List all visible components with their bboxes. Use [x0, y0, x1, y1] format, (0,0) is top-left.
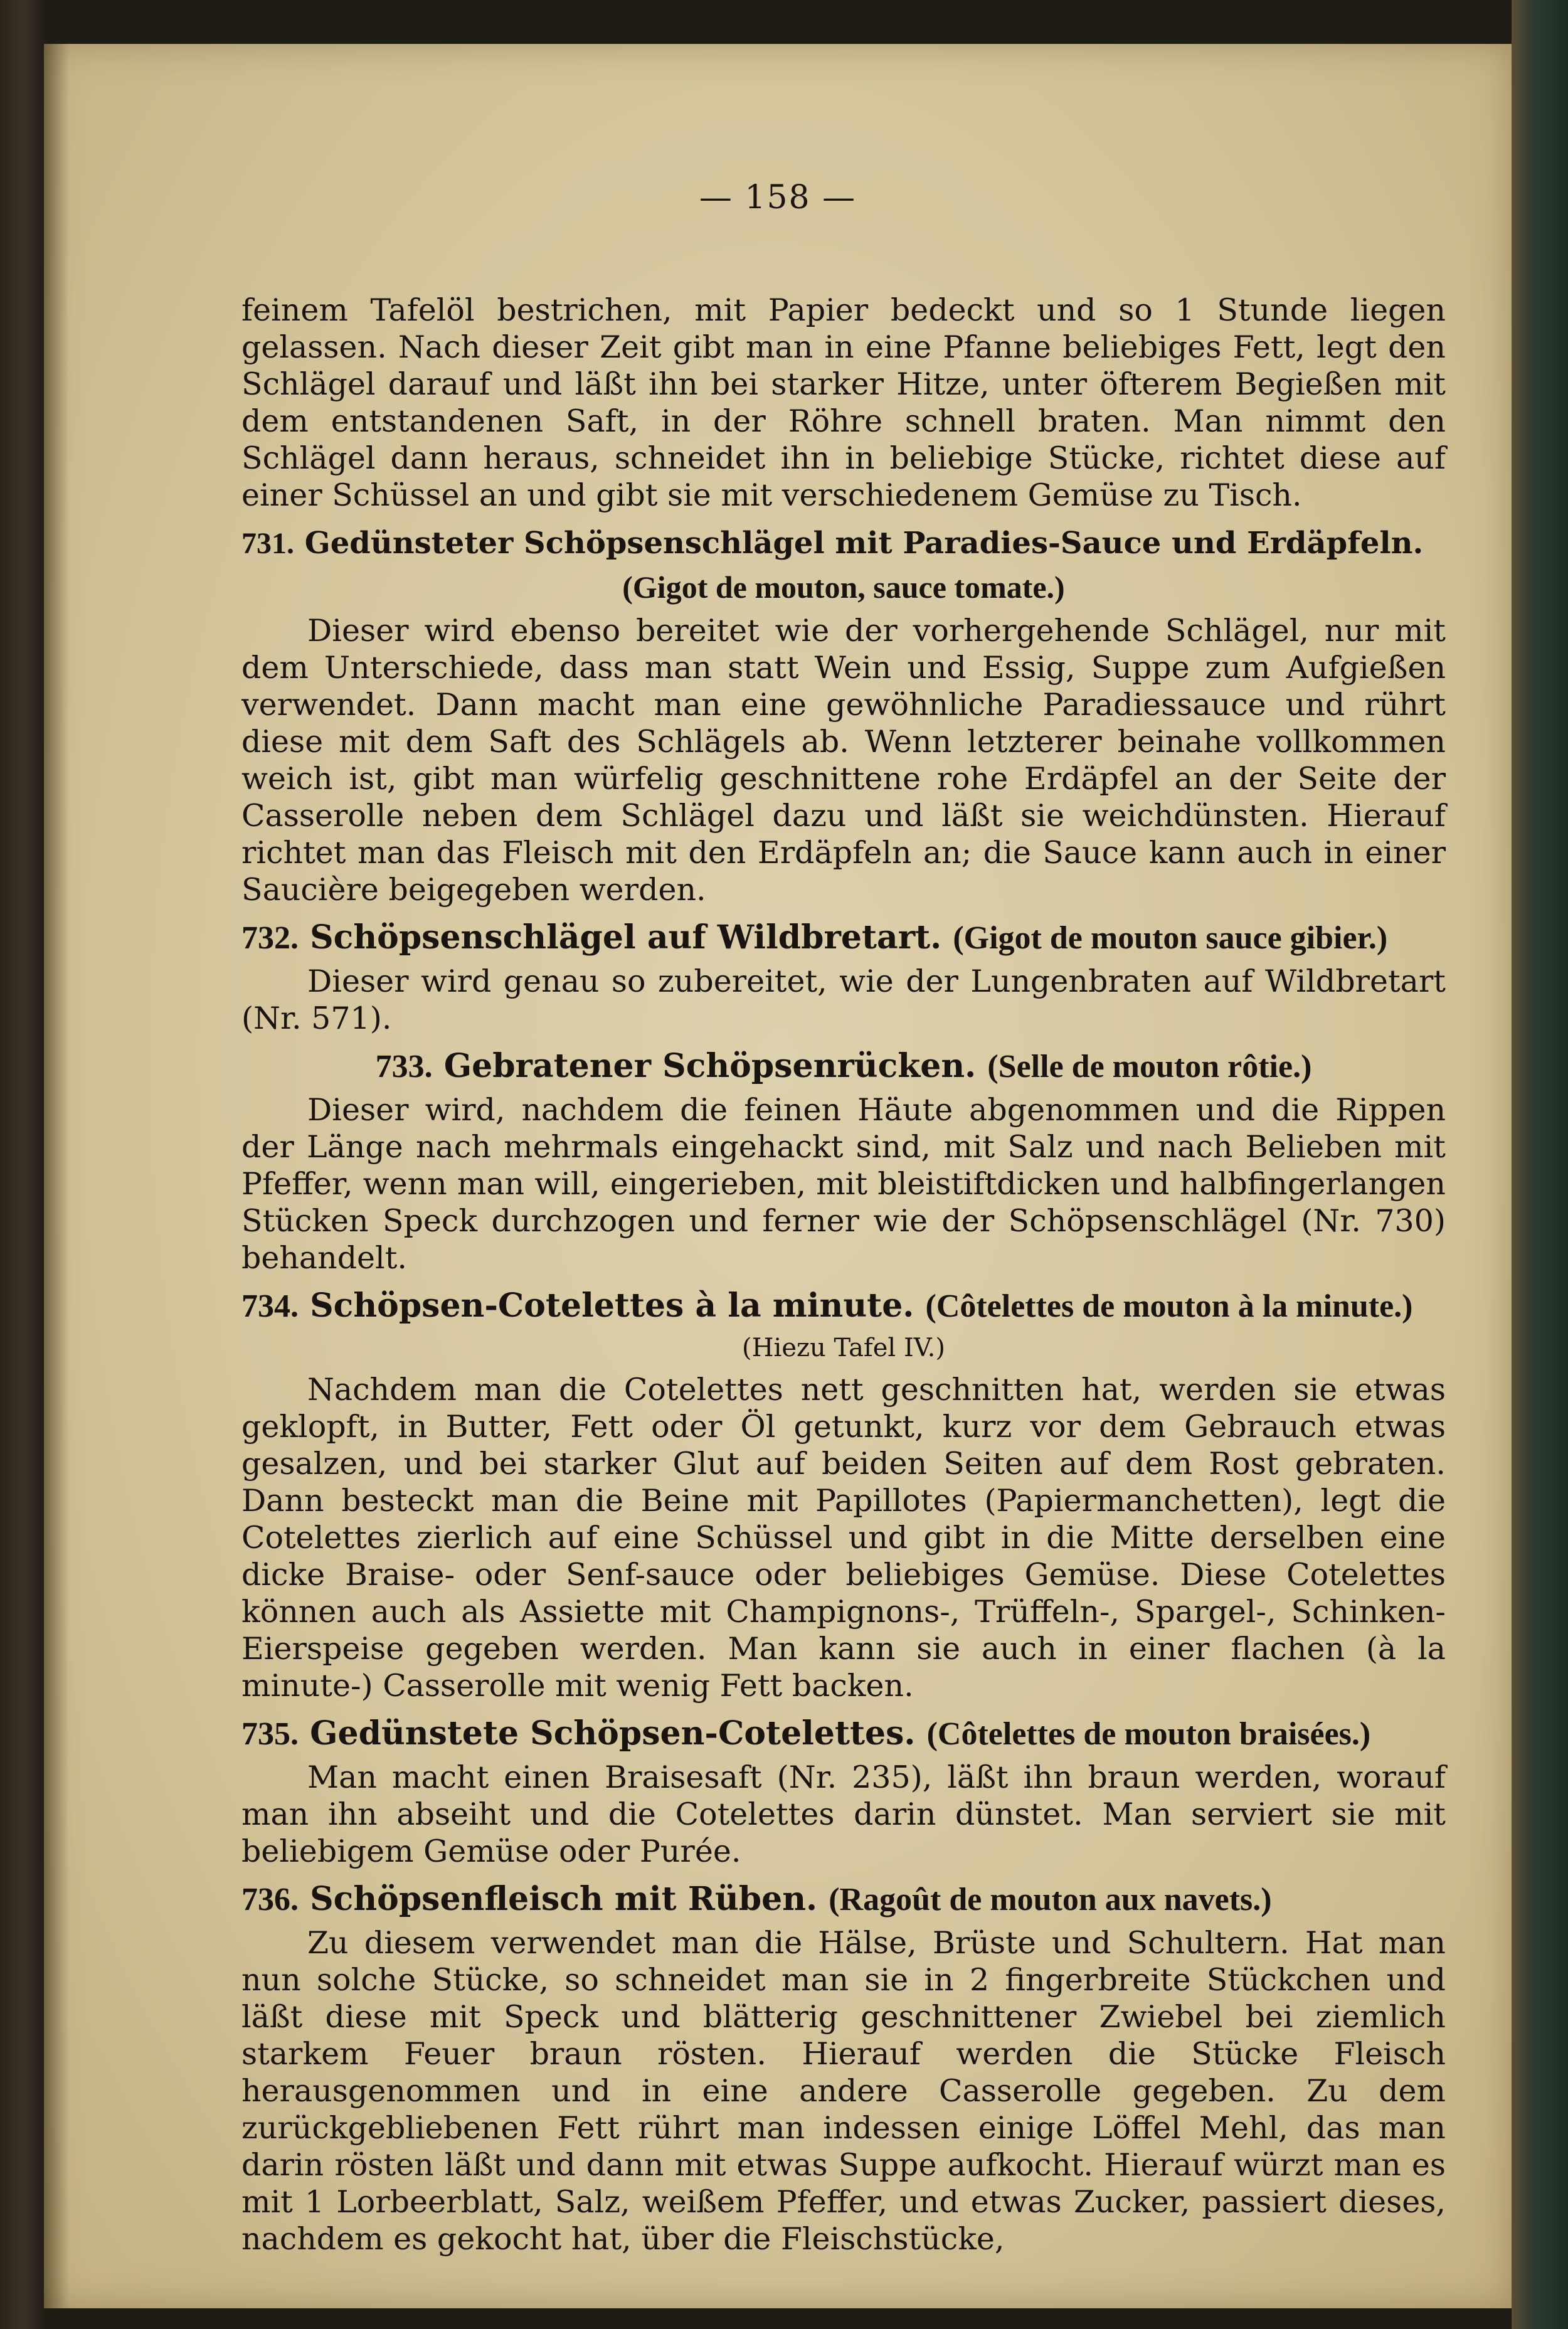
recipe-732-title: Schöpsenschlägel auf Wildbretart.	[310, 918, 942, 957]
recipe-735-text: Man macht einen Braisesaft (Nr. 235), läßt ihn braun werden, worauf man ihn abseiht und die Cotelettes darin dünstet. Man serviert sie mit beliebigem Gemüse oder Purée.	[241, 1759, 1446, 1869]
page-number: — 158 —	[699, 179, 857, 216]
recipe-735-number: 735.	[241, 1716, 299, 1752]
recipe-736-number: 736.	[241, 1882, 299, 1918]
recipe-731-text: Dieser wird ebenso bereitet wie der vorhergehende Schlägel, nur mit dem Unterschiede, dass man statt Wein und Essig, Suppe zum Aufgießen verwendet. Dann macht man eine gewöhnliche Paradiessauce und rührt diese mit dem Saft des Schlägels ab. Wenn letzterer beinahe vollkommen weich ist, gibt man würfelig geschnittene rohe Erdäpfel an der Seite der Casserolle neben dem Schlägel dazu und läßt sie weichdünsten. Hierauf richtet man das Fleisch mit den Erdäpfeln an; die Sauce kann auch in einer Saucière beigegeben werden.	[241, 613, 1446, 908]
intro-paragraph: feinem Tafelöl bestrichen, mit Papier bedeckt und so 1 Stunde liegen gelassen. Nach dieser Zeit gibt man in eine Pfanne beliebiges Fett, legt den Schlägel darauf und läßt ihn bei starker Hitze, unter öfterem Begießen mit dem entstandenen Saft, in der Röhre schnell braten. Man nimmt den Schlägel dann heraus, schneidet ihn in beliebige Stücke, richtet diese auf einer Schüssel an und gibt sie mit verschiedenem Gemüse zu Tisch.	[241, 292, 1446, 513]
recipe-734-heading	[241, 1287, 1446, 1326]
recipe-735-title: Gedünstete Schöpsen-Cotelettes.	[310, 1714, 916, 1753]
recipe-732-heading	[241, 918, 1446, 958]
recipe-731-heading	[241, 524, 1446, 563]
recipe-731-french: (Gigot de mouton, sauce tomate.)	[622, 570, 1065, 605]
recipe-735-french: (Côtelettes de mouton braisées.)	[926, 1716, 1371, 1752]
recipe-731-title: Gedünsteter Schöpsenschlägel mit Paradies-Sauce und Erdäpfeln.	[304, 526, 1424, 561]
recipe-731-number: 731.	[241, 527, 294, 560]
recipe-734-title: Schöpsen-Cotelettes à la minute.	[310, 1287, 914, 1325]
recipe-733-french: (Selle de mouton rôtie.)	[987, 1049, 1312, 1085]
page-content	[241, 292, 1446, 2257]
recipe-736-title: Schöpsenfleisch mit Rüben.	[310, 1880, 818, 1918]
recipe-732-number: 732.	[241, 920, 299, 956]
recipe-734-french: (Côtelettes de mouton à la minute.)	[925, 1288, 1413, 1324]
recipe-736-heading	[241, 1880, 1446, 1919]
recipe-734-text: Nachdem man die Cotelettes nett geschnitten hat, werden sie etwas geklopft, in Butter, Fett oder Öl getunkt, kurz vor dem Gebrauch etwas gesalzen, und bei starker Glut auf beiden Seiten auf dem Rost gebraten. Dann besteckt man die Beine mit Papillotes (Papiermanchetten), legt die Cotelettes zierlich auf eine Schüssel und gibt in die Mitte derselben eine dicke Braise- oder Senf-sauce oder beliebiges Gemüse. Diese Cotelettes können auch als Assiette mit Champignons-, Trüffeln-, Spargel-, Schinken-Eierspeise gegeben werden. Man kann sie auch in einer flachen (à la minute-) Casserolle mit wenig Fett backen.	[241, 1372, 1446, 1704]
book-page	[44, 44, 1512, 2308]
recipe-734-number: 734.	[241, 1288, 299, 1324]
recipe-733-heading	[241, 1047, 1446, 1086]
recipe-736-text: Zu diesem verwendet man die Hälse, Brüste und Schultern. Hat man nun solche Stücke, so schneidet man sie in 2 fingerbreite Stückchen und läßt diese mit Speck und blätterig geschnittener Zwiebel bei ziemlich starkem Feuer braun rösten. Hierauf werden die Stücke Fleisch herausgenommen und in eine andere Casserolle gegeben. Zu dem zurückgebliebenen Fett rührt man indessen einige Löffel Mehl, das man darin rösten läßt und dann mit etwas Suppe aufkocht. Hierauf würzt man es mit 1 Lorbeerblatt, Salz, weißem Pfeffer, und etwas Zucker, passiert dieses, nachdem es gekocht hat, über die Fleischstücke,	[241, 1925, 1446, 2257]
recipe-733-text: Dieser wird, nachdem die feinen Häute abgenommen und die Rippen der Länge nach mehrmals eingehackt sind, mit Salz und nach Belieben mit Pfeffer, wenn man will, eingerieben, mit bleistiftdicken und halbfingerlangen Stücken Speck durchzogen und ferner wie der Schöpsenschlägel (Nr. 730) behandelt.	[241, 1092, 1446, 1276]
page-gutter-shadow	[44, 44, 69, 2308]
recipe-733-number: 733.	[375, 1049, 433, 1085]
recipe-735-heading	[241, 1714, 1446, 1754]
book-binding	[1512, 0, 1568, 2329]
recipe-732-french: (Gigot de mouton sauce gibier.)	[953, 920, 1388, 956]
recipe-732-text: Dieser wird genau so zubereitet, wie der Lungenbraten auf Wildbretart (Nr. 571).	[241, 963, 1446, 1036]
recipe-734-plate-note: (Hiezu Tafel IV.)	[742, 1334, 945, 1362]
recipe-736-french: (Ragoût de mouton aux navets.)	[829, 1882, 1272, 1918]
recipe-733-title: Gebratener Schöpsenrücken.	[443, 1047, 977, 1085]
